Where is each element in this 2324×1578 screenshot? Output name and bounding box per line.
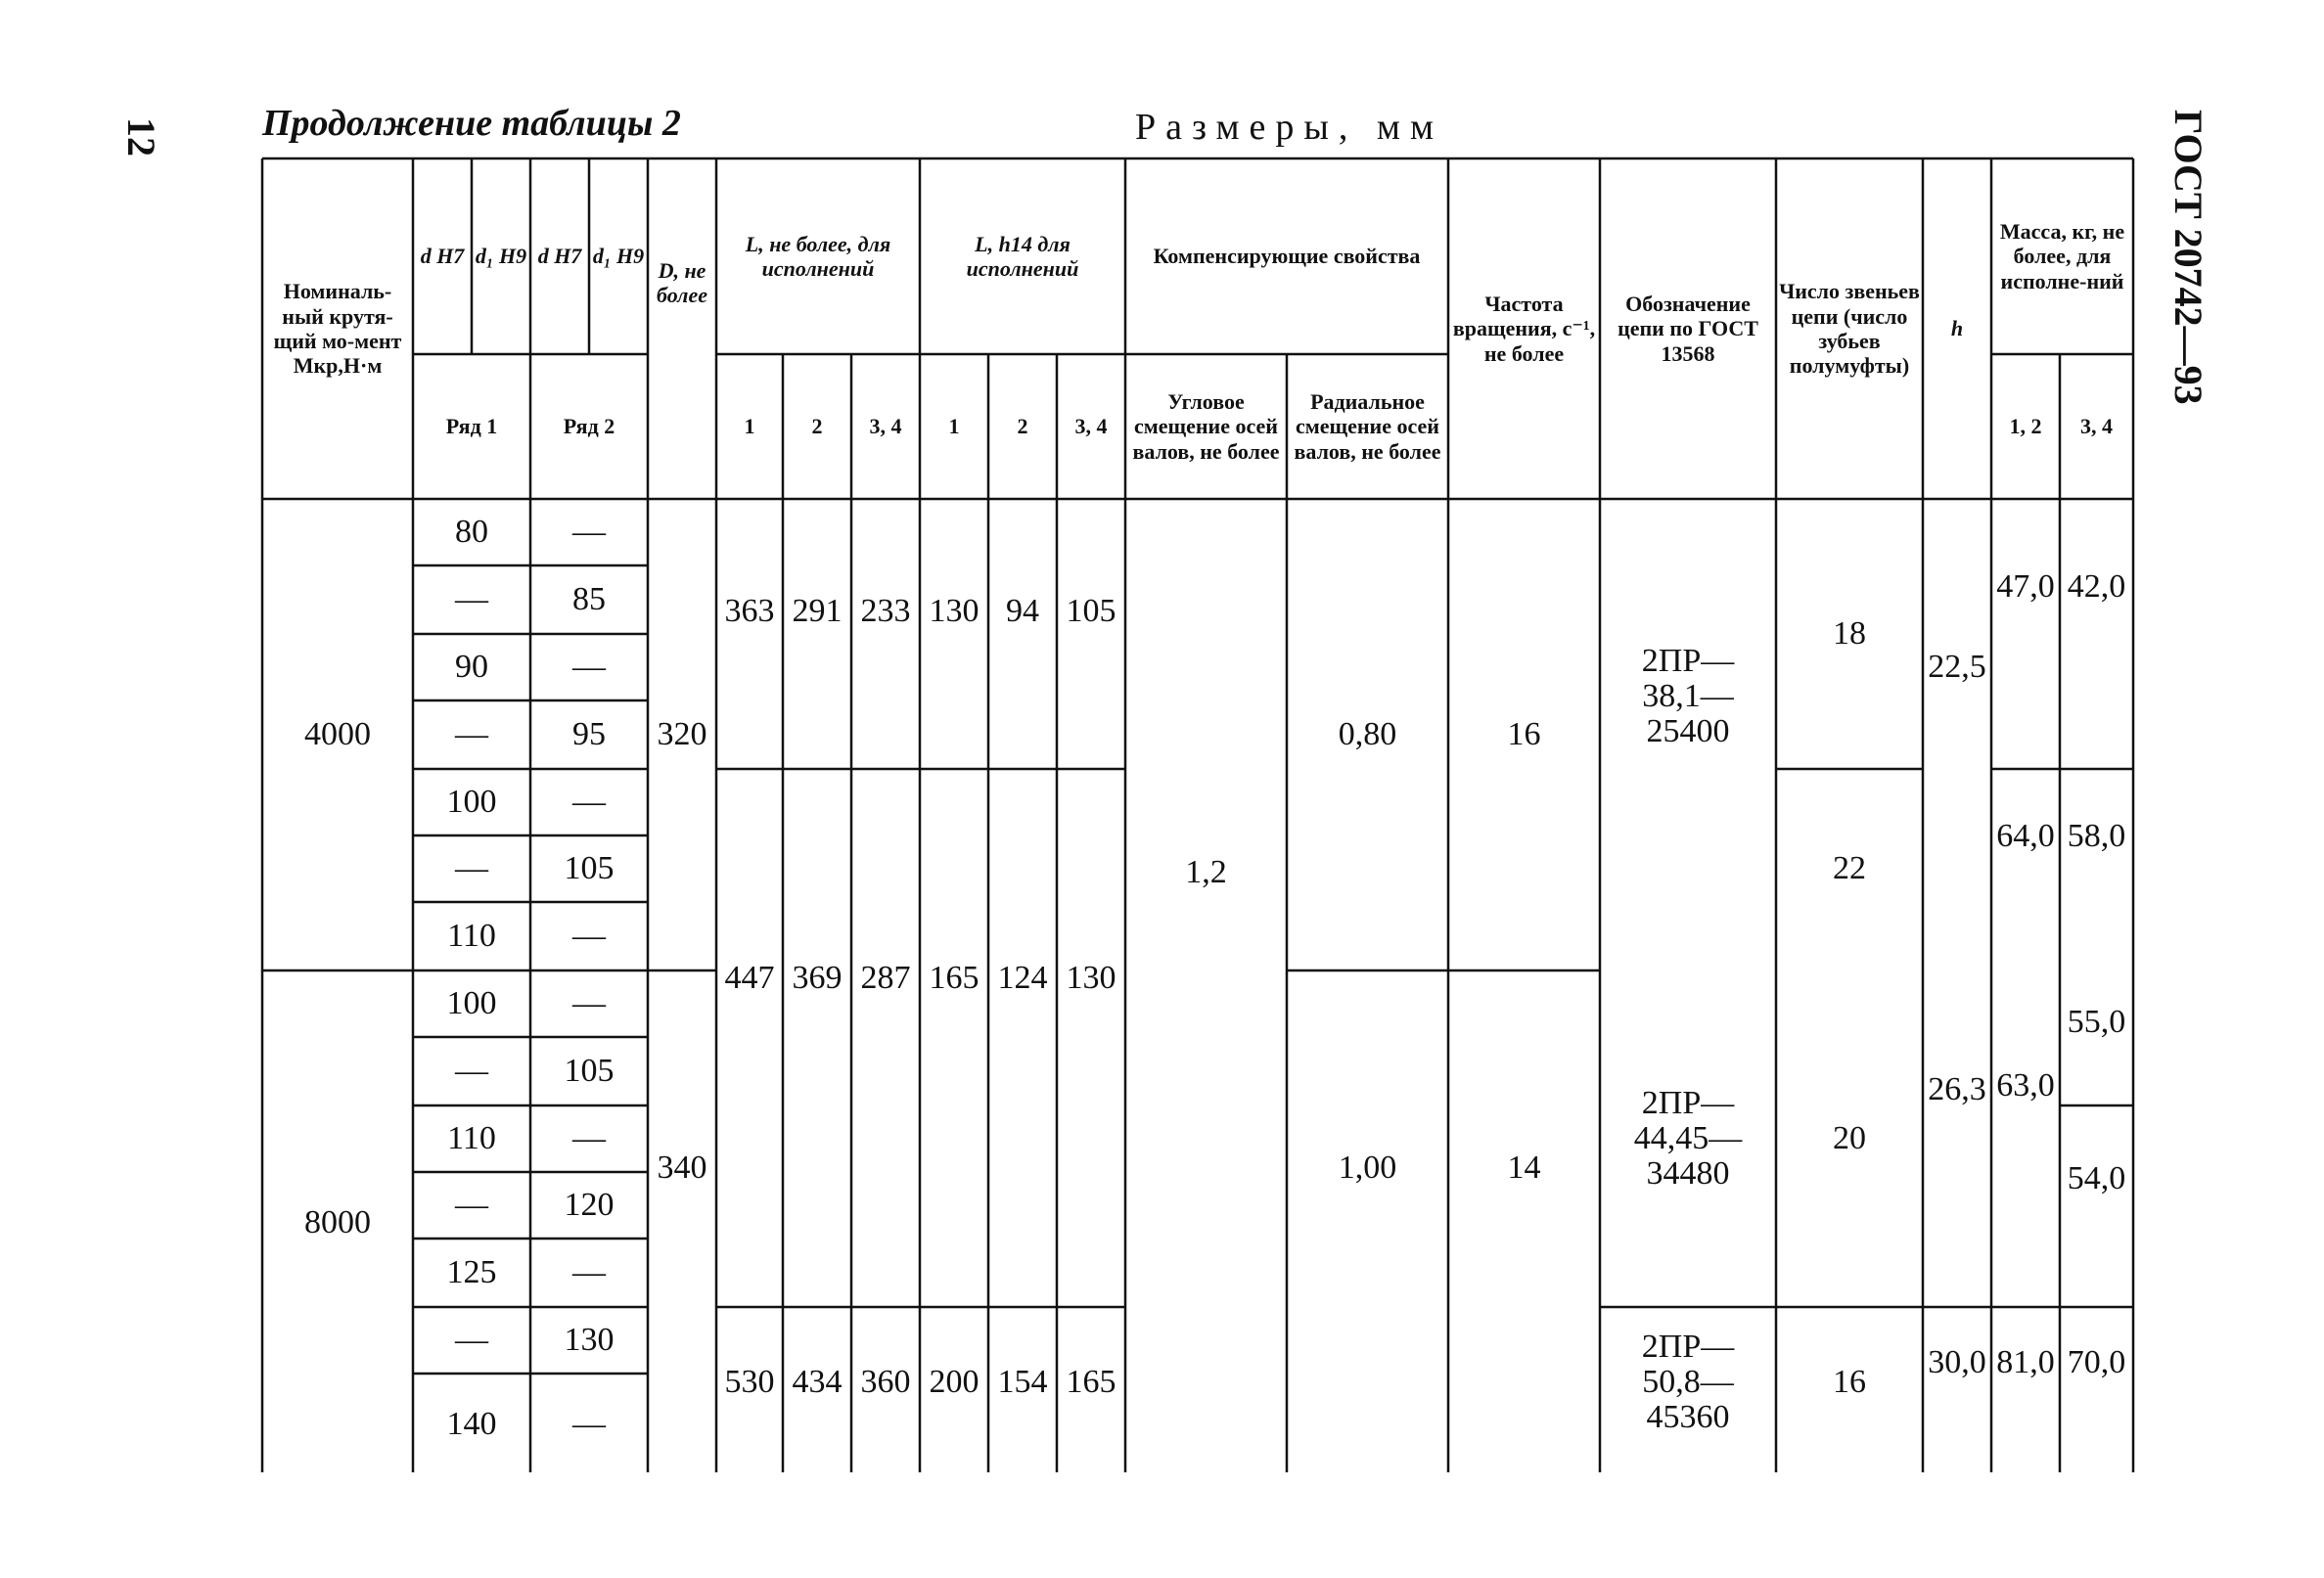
header-variant-2: 2 bbox=[811, 414, 823, 439]
header-L-h14: L, h14 для исполнений bbox=[966, 231, 1079, 281]
chain-designation: 2ПР—44,45—34480 bbox=[1633, 1085, 1743, 1192]
header-h14-variant-3-4: 3, 4 bbox=[1074, 414, 1108, 439]
torque-value: 8000 bbox=[304, 1203, 371, 1240]
L-h14-v34: 130 bbox=[1066, 960, 1116, 997]
header-chain: Обозначение цепи по ГОСТ 13568 bbox=[1618, 292, 1758, 366]
bore-row2: — bbox=[572, 1120, 606, 1157]
mass-3-4: 42,0 bbox=[2067, 568, 2126, 606]
header-d1-h9-row2: d₁ H9 bbox=[592, 244, 645, 269]
header-mass-1-2: 1, 2 bbox=[2009, 414, 2042, 439]
bore-row1: — bbox=[455, 1322, 488, 1359]
mass-3-4: 55,0 bbox=[2067, 1004, 2126, 1041]
L-max-v1: 447 bbox=[724, 960, 775, 997]
header-d1-h9-row1: d₁ H9 bbox=[475, 244, 527, 269]
L-h14-v34: 105 bbox=[1066, 593, 1116, 630]
bore-row1: — bbox=[455, 1053, 488, 1090]
L-max-v34: 360 bbox=[860, 1364, 911, 1401]
mass-1-2: 63,0 bbox=[1996, 1067, 2055, 1105]
L-max-v2: 291 bbox=[792, 593, 843, 630]
L-h14-v2: 124 bbox=[997, 960, 1048, 997]
D-value: 320 bbox=[657, 716, 707, 753]
bore-row1: 90 bbox=[455, 649, 488, 686]
L-max-v1: 530 bbox=[724, 1364, 775, 1401]
header-radial-offset: Радиальное смещение осей валов, не более bbox=[1294, 389, 1441, 464]
radial-offset-value: 0,80 bbox=[1338, 716, 1397, 753]
L-h14-v34: 165 bbox=[1066, 1364, 1116, 1401]
D-value: 340 bbox=[657, 1150, 707, 1187]
L-max-v34: 233 bbox=[860, 593, 911, 630]
header-variant-3-4: 3, 4 bbox=[869, 414, 902, 439]
bore-row2: 105 bbox=[564, 1053, 615, 1090]
h-value: 22,5 bbox=[1928, 649, 1986, 686]
page-number: 12 bbox=[119, 117, 163, 157]
frequency-value: 16 bbox=[1507, 716, 1541, 753]
mass-1-2: 47,0 bbox=[1996, 568, 2055, 606]
header-row-2: Ряд 2 bbox=[563, 414, 615, 439]
bore-row1: 110 bbox=[447, 1120, 496, 1157]
bore-row2: — bbox=[572, 985, 606, 1022]
L-h14-v1: 200 bbox=[929, 1364, 980, 1401]
bore-row1: — bbox=[455, 850, 488, 887]
L-max-v34: 287 bbox=[860, 960, 911, 997]
frequency-value: 14 bbox=[1507, 1150, 1541, 1187]
header-L-max: L, не более, для исполнений bbox=[745, 231, 891, 281]
header-row-1: Ряд 1 bbox=[445, 414, 498, 439]
table-continuation-title: Продолжение таблицы 2 bbox=[262, 103, 681, 144]
header-compensating: Компенсирующие свойства bbox=[1153, 244, 1421, 269]
bore-row1: 110 bbox=[447, 918, 496, 955]
chain-designation: 2ПР—50,8—45360 bbox=[1641, 1329, 1735, 1435]
bore-row2: — bbox=[572, 918, 606, 955]
L-max-v2: 434 bbox=[792, 1364, 843, 1401]
bore-row1: — bbox=[455, 581, 488, 618]
header-D: D, не более bbox=[657, 258, 707, 308]
chain-designation: 2ПР—38,1—25400 bbox=[1641, 643, 1735, 749]
h-value: 26,3 bbox=[1928, 1071, 1986, 1108]
L-h14-v2: 154 bbox=[997, 1364, 1048, 1401]
bore-row1: 100 bbox=[446, 985, 497, 1022]
bore-row1: — bbox=[455, 716, 488, 753]
links-count: 18 bbox=[1833, 615, 1866, 653]
bore-row1: — bbox=[455, 1187, 488, 1224]
h-value: 30,0 bbox=[1928, 1344, 1986, 1381]
L-h14-v1: 130 bbox=[929, 593, 980, 630]
standard-designation: ГОСТ 20742—93 bbox=[2166, 110, 2210, 405]
bore-row2: — bbox=[572, 649, 606, 686]
mass-3-4: 58,0 bbox=[2067, 818, 2126, 855]
bore-row1: 125 bbox=[446, 1254, 497, 1291]
header-variant-1: 1 bbox=[744, 414, 755, 439]
mass-1-2: 64,0 bbox=[1996, 818, 2055, 855]
mass-1-2: 81,0 bbox=[1996, 1344, 2055, 1381]
header-mass: Масса, кг, не более, для исполне-ний bbox=[1999, 219, 2125, 293]
bore-row2: 85 bbox=[572, 581, 606, 618]
L-h14-v1: 165 bbox=[929, 960, 980, 997]
header-h14-variant-2: 2 bbox=[1017, 414, 1028, 439]
dimensions-label: Размеры, мм bbox=[1135, 107, 1444, 148]
header-links: Число звеньев цепи (число зубьев полумуфты) bbox=[1779, 279, 1920, 379]
header-d-h7-row2: d H7 bbox=[537, 244, 582, 269]
header-torque: Номиналь-ный крутя-щий мо-мент Мкр,Н·м bbox=[273, 279, 402, 379]
links-count: 16 bbox=[1833, 1364, 1866, 1401]
bore-row2: 95 bbox=[572, 716, 606, 753]
bore-row1: 80 bbox=[455, 514, 488, 551]
header-h14-variant-1: 1 bbox=[948, 414, 960, 439]
bore-row2: — bbox=[572, 1405, 606, 1442]
L-max-v2: 369 bbox=[792, 960, 843, 997]
bore-row1: 140 bbox=[446, 1405, 497, 1442]
links-count: 22 bbox=[1833, 850, 1866, 887]
bore-row2: — bbox=[572, 514, 606, 551]
bore-row1: 100 bbox=[446, 784, 497, 821]
angular-offset-value: 1,2 bbox=[1185, 854, 1227, 891]
header-angular-offset: Угловое смещение осей валов, не более bbox=[1132, 389, 1280, 464]
bore-row2: 105 bbox=[564, 850, 615, 887]
header-d-h7-row1: d H7 bbox=[420, 244, 465, 269]
mass-3-4: 70,0 bbox=[2067, 1344, 2126, 1381]
links-count: 20 bbox=[1833, 1120, 1866, 1157]
bore-row2: — bbox=[572, 784, 606, 821]
L-h14-v2: 94 bbox=[1006, 593, 1039, 630]
mass-3-4: 54,0 bbox=[2067, 1160, 2126, 1197]
bore-row2: 130 bbox=[564, 1322, 615, 1359]
torque-value: 4000 bbox=[304, 716, 371, 753]
header-h: h bbox=[1950, 316, 1964, 341]
header-mass-3-4: 3, 4 bbox=[2080, 414, 2113, 439]
header-frequency: Частота вращения, с⁻¹, не более bbox=[1452, 292, 1596, 366]
L-max-v1: 363 bbox=[724, 593, 775, 630]
bore-row2: 120 bbox=[564, 1187, 615, 1224]
radial-offset-value: 1,00 bbox=[1338, 1150, 1397, 1187]
bore-row2: — bbox=[572, 1254, 606, 1291]
